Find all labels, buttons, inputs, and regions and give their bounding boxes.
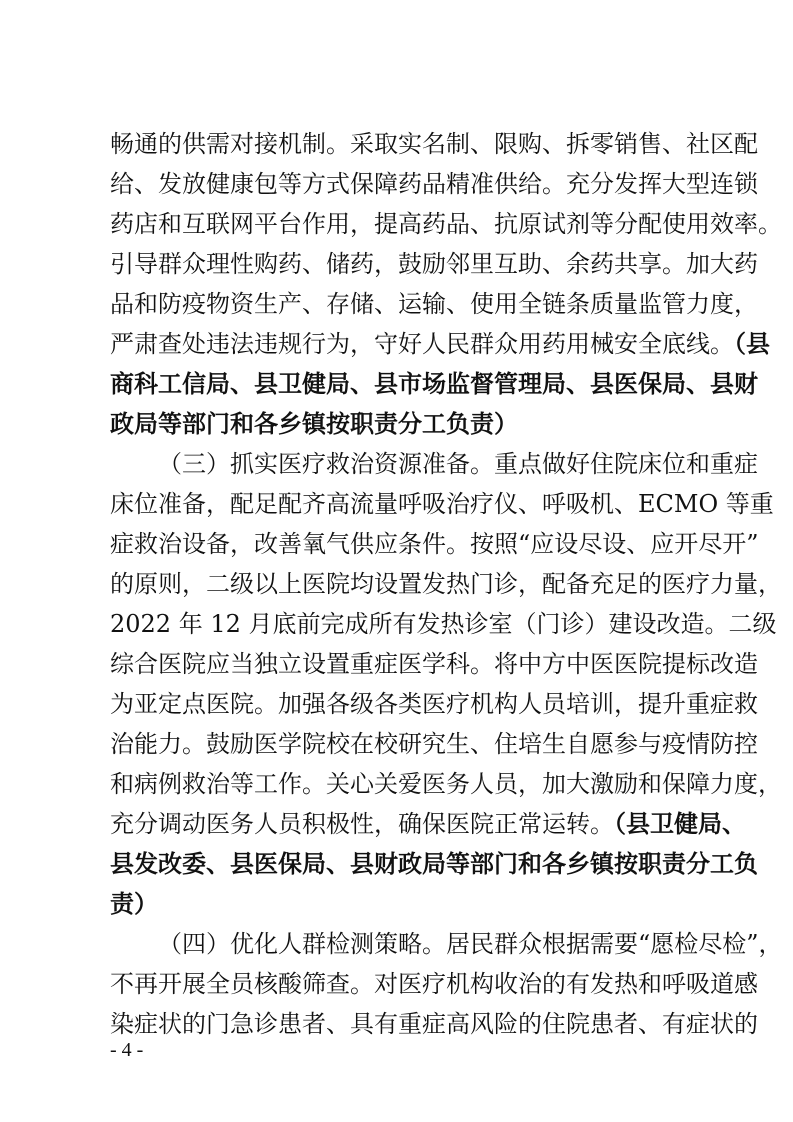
responsible-departments: （县 (734, 329, 770, 358)
paragraph-line: 药店和互联网平台作用，提高药品、抗原试剂等分配使用效率。 (110, 210, 782, 238)
paragraph-line: 给、发放健康包等方式保障药品精准供给。充分发挥大型连锁 (110, 170, 758, 198)
section-heading-line: （三）抓实医疗救治资源准备。重点做好住院床位和重症 (158, 450, 758, 478)
paragraph-line: 不再开展全员核酸筛查。对医疗机构收治的有发热和呼吸道感 (110, 970, 758, 998)
paragraph-line: 床位准备，配足配齐高流量呼吸治疗仪、呼吸机、ECMO 等重 (110, 490, 774, 518)
paragraph-line: 综合医院应当独立设置重症医学科。将中方中医医院提标改造 (110, 650, 758, 678)
paragraph-line: 治能力。鼓励医学院校在校研究生、住培生自愿参与疫情防控 (110, 730, 758, 758)
responsible-departments-line: 县发改委、县医保局、县财政局等部门和各乡镇按职责分工负 (110, 849, 758, 878)
responsible-departments-line: 责） (110, 889, 158, 918)
paragraph-line: 充分调动医务人员积极性，确保医院正常运转。（县卫健局、 (110, 809, 746, 838)
paragraph-line: 症救治设备，改善氧气供应条件。按照“应设尽设、应开尽开” (110, 530, 759, 558)
responsible-departments: （县卫健局、 (614, 809, 746, 838)
responsible-departments-line: 政局等部门和各乡镇按职责分工负责） (110, 409, 518, 438)
responsible-departments-line: 商科工信局、县卫健局、县市场监督管理局、县医保局、县财 (110, 369, 758, 398)
paragraph-line: 的原则，二级以上医院均设置发热门诊，配备充足的医疗力量， (110, 570, 782, 598)
paragraph-line: 和病例救治等工作。关心关爱医务人员，加大激励和保障力度， (110, 770, 782, 798)
paragraph-line: 为亚定点医院。加强各级各类医疗机构人员培训，提升重症救 (110, 690, 758, 718)
paragraph-line: 品和防疫物资生产、存储、运输、使用全链条质量监管力度， (110, 290, 758, 318)
paragraph-line: 严肃查处违法违规行为，守好人民群众用药用械安全底线。（县 (110, 329, 770, 358)
paragraph-line: 畅通的供需对接机制。采取实名制、限购、拆零销售、社区配 (110, 130, 758, 158)
paragraph-line: 2022 年 12 月底前完成所有发热诊室（门诊）建设改造。二级 (110, 610, 777, 638)
paragraph-line: 染症状的门急诊患者、具有重症高风险的住院患者、有症状的 (110, 1010, 758, 1038)
paragraph-line: 引导群众理性购药、储药，鼓励邻里互助、余药共享。加大药 (110, 250, 758, 278)
section-heading-line: （四）优化人群检测策略。居民群众根据需要“愿检尽检”， (158, 930, 783, 958)
page-number: - 4 - (110, 1039, 144, 1061)
